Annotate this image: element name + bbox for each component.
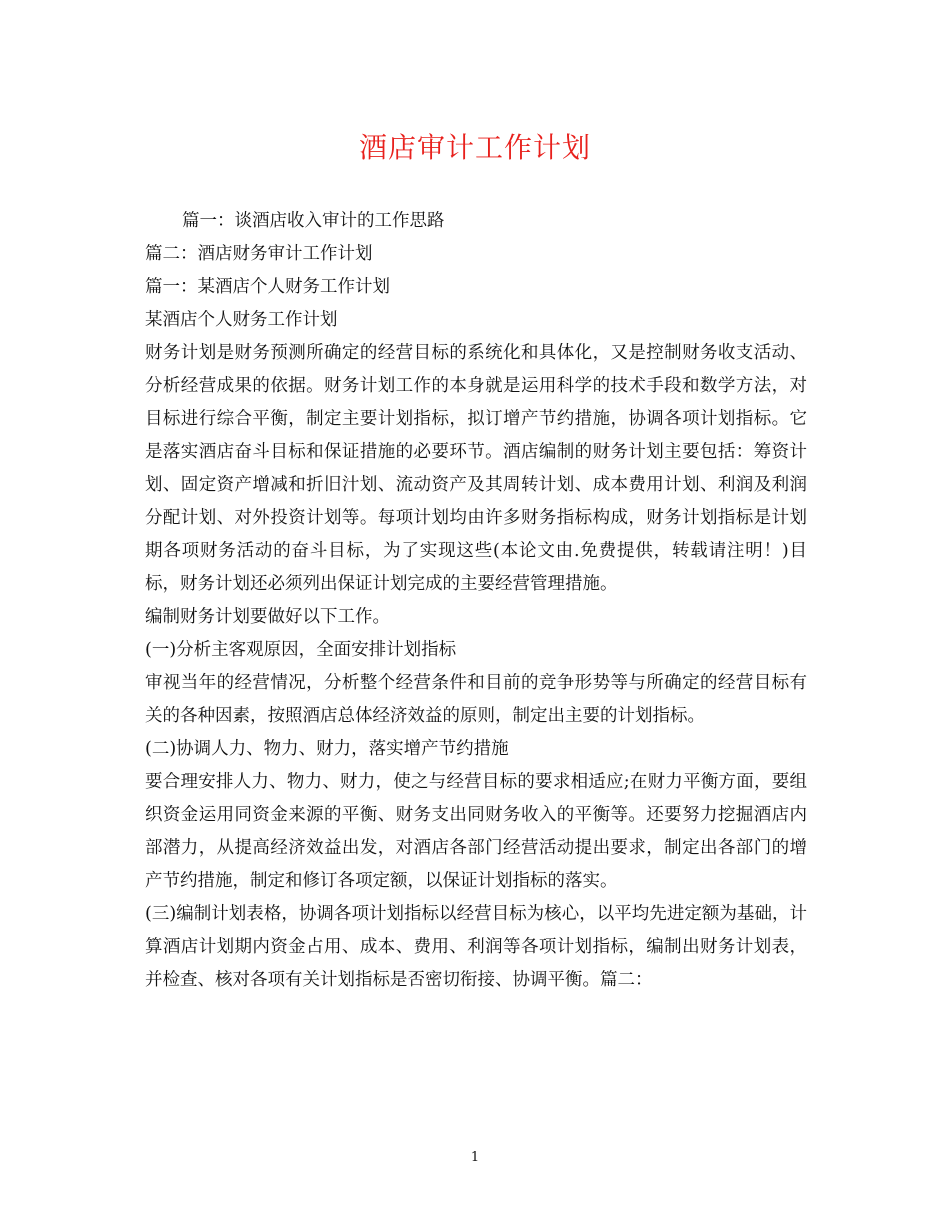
section-heading-2: (二)协调人力、物力、财力，落实增产节约措施 [145, 739, 509, 759]
page-number: 1 [470, 1150, 480, 1165]
document-title: 酒店审计工作计划 [358, 131, 591, 164]
document-body [145, 205, 807, 997]
paragraph-section-3: (三)编制计划表格，协调各项计划指标以经营目标为核心，以平均先进定额为基础，计算酒店计划期内资金占用、成本、费用、利润等各项计划指标，编制出财务计划表，并检查、核对各项有关计划指标是否密切衔接、协调平衡。篇二： [145, 904, 807, 990]
paragraph-heading-2: 篇二：酒店财务审计工作计划 [145, 244, 373, 264]
paragraph-section-2: 要合理安排人力、物力、财力，使之与经营目标的要求相适应;在财力平衡方面，要组织资金运用同资金来源的平衡、财务支出同财务收入的平衡等。还要努力挖掘酒店内部潜力，从提高经济效益出发，对酒店各部门经营活动提出要求，制定出各部门的增产节约措施，制定和修订各项定额，以保证计划指标的落实。 [145, 772, 807, 891]
paragraph-intro: 财务计划是财务预测所确定的经营目标的系统化和具体化，又是控制财务收支活动、分析经营成果的依据。财务计划工作的本身就是运用科学的技术手段和数学方法，对目标进行综合平衡，制定主要计划指标，拟订增产节约措施，协调各项计划指标。它是落实酒店奋斗目标和保证措施的必要环节。酒店编制的财务计划主要包括：筹资计划、固定资产增减和折旧汁划、流动资产及其周转计划、成本费用计划、利润及利润分配计划、对外投资计划等。每项计划均由许多财务指标构成，财务计划指标是计划期各项财务活动的奋斗目标，为了实现这些(本论文由.免费提供，转载请注明！)目标，财务计划还必须列出保证计划完成的主要经营管理措施。 [145, 343, 807, 594]
paragraph-section-1: 审视当年的经营情况，分析整个经营条件和目前的竞争形势等与所确定的经营目标有关的各种因素，按照酒店总体经济效益的原则，制定出主要的计划指标。 [145, 673, 807, 726]
paragraph-heading-1: 篇一：谈酒店收入审计的工作思路 [182, 211, 445, 231]
paragraph-subtitle: 某酒店个人财务工作计划 [145, 310, 338, 330]
paragraph-work-lead: 编制财务计划要做好以下工作。 [145, 607, 390, 627]
section-heading-1: (一)分析主客观原因，全面安排计划指标 [145, 640, 457, 660]
paragraph-heading-3: 篇一：某酒店个人财务工作计划 [145, 277, 390, 297]
